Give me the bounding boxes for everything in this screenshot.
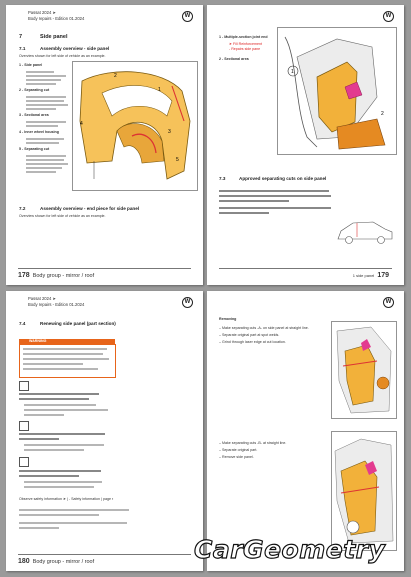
text-line bbox=[26, 171, 56, 173]
page-180 bbox=[6, 291, 203, 571]
intro-text: Overview shown for left side of vehicle as an example. bbox=[19, 214, 106, 218]
text-line bbox=[26, 100, 64, 102]
cargeometry-logo: CarGeometry bbox=[194, 535, 386, 564]
page-181 bbox=[207, 291, 404, 571]
note-icon bbox=[19, 457, 29, 467]
callout-label: 4 bbox=[80, 121, 83, 127]
legend-item: 2 - Sectional area bbox=[219, 57, 249, 61]
callout-label: 5 bbox=[176, 157, 179, 163]
text-line bbox=[23, 348, 107, 350]
page-number: 178 bbox=[18, 272, 30, 279]
page-number: 180 bbox=[18, 558, 30, 565]
intro-text: Overview shown for left side of vehicle as an example. bbox=[19, 54, 106, 58]
text-line bbox=[26, 71, 54, 73]
text-line bbox=[26, 96, 66, 98]
text-line bbox=[24, 404, 96, 406]
vw-logo-icon: W bbox=[182, 297, 193, 308]
text-line bbox=[23, 368, 98, 370]
subsection-title: Approved separating cuts on side panel bbox=[239, 176, 327, 181]
step-item: – Make separating cuts -B- at straight line. bbox=[219, 441, 287, 445]
page-number: 179 bbox=[377, 272, 389, 279]
page-header: Passat 2024 ➤ Body repairs - Edition 01.2024 bbox=[28, 296, 85, 307]
step-item: – Separate original part at spot welds. bbox=[219, 333, 280, 337]
footer-divider bbox=[18, 268, 191, 269]
page-footer: 180 Body group - mirror / roof bbox=[18, 558, 95, 565]
footer-divider bbox=[219, 268, 392, 269]
subsection-number: 7.1 bbox=[19, 46, 26, 51]
subsection-title: Assembly overview - end piece for side panel bbox=[40, 206, 140, 211]
page-footer: 1 side panel 179 bbox=[352, 272, 389, 279]
text-line bbox=[26, 121, 66, 123]
text-line bbox=[19, 433, 105, 435]
safety-reference: Observe safety information ➤ | - Safety information | page ▪ bbox=[19, 497, 114, 501]
section-heading: Removing bbox=[219, 317, 237, 321]
separating-cut-a-illustration bbox=[331, 321, 397, 419]
text-line bbox=[26, 108, 56, 110]
text-line bbox=[19, 438, 59, 440]
reference-link[interactable]: ➤ Fill Reinforcement - Repairs side pane bbox=[229, 42, 262, 52]
text-line bbox=[26, 104, 68, 106]
text-line bbox=[26, 163, 68, 165]
text-line bbox=[19, 509, 129, 511]
car-outline-illustration bbox=[335, 217, 395, 247]
callout-label: 2 bbox=[114, 73, 117, 79]
separating-cut-b-illustration bbox=[331, 431, 397, 551]
text-line bbox=[19, 527, 59, 529]
text-line bbox=[24, 481, 102, 483]
text-line bbox=[24, 486, 94, 488]
text-line bbox=[23, 358, 109, 360]
text-line bbox=[26, 125, 58, 127]
text-line bbox=[26, 167, 62, 169]
text-line bbox=[26, 83, 56, 85]
callout-label: 3 bbox=[168, 129, 171, 135]
note-icon bbox=[19, 381, 29, 391]
step-item: – Make separating cuts -A- on side panel at straight line. bbox=[219, 326, 309, 330]
vw-logo-icon: W bbox=[182, 11, 193, 22]
text-line bbox=[26, 142, 59, 144]
text-line bbox=[26, 79, 61, 81]
subsection-number: 7.4 bbox=[19, 321, 26, 326]
text-line bbox=[24, 414, 64, 416]
section-title: Side panel bbox=[40, 34, 68, 40]
vw-logo-icon: W bbox=[383, 11, 394, 22]
step-item: – Remove side panel. bbox=[219, 455, 254, 459]
joint-detail-illustration bbox=[277, 27, 397, 155]
legend-item: 1 - Multiple-section joint end bbox=[219, 35, 268, 39]
text-line bbox=[23, 363, 83, 365]
vw-logo-icon: W bbox=[383, 297, 394, 308]
text-line bbox=[219, 195, 331, 197]
text-line bbox=[24, 409, 108, 411]
text-line bbox=[26, 159, 64, 161]
text-line bbox=[24, 449, 84, 451]
text-line bbox=[26, 75, 66, 77]
section-number: 7 bbox=[19, 34, 23, 40]
text-line bbox=[26, 138, 64, 140]
callout-label: 1 bbox=[158, 87, 161, 93]
text-line bbox=[19, 514, 99, 516]
text-line bbox=[24, 444, 104, 446]
svg-text:2: 2 bbox=[381, 111, 384, 117]
step-item: – Grind through laser edge at cut location. bbox=[219, 340, 286, 344]
text-line bbox=[19, 393, 99, 395]
note-icon bbox=[19, 421, 29, 431]
footer-divider bbox=[18, 554, 191, 555]
text-line bbox=[219, 207, 331, 209]
text-line bbox=[219, 200, 289, 202]
text-line bbox=[19, 470, 101, 472]
legend-item: 3 - Sectional area bbox=[19, 113, 49, 117]
subsection-number: 7.3 bbox=[219, 176, 226, 181]
side-panel-illustration bbox=[72, 61, 198, 191]
text-line bbox=[26, 155, 66, 157]
legend-item: 1 - Side panel bbox=[19, 63, 43, 67]
text-line bbox=[19, 475, 79, 477]
subsection-title: Assembly overview - side panel bbox=[40, 46, 110, 51]
subsection-title: Renewing side panel (part section) bbox=[40, 321, 116, 326]
text-line bbox=[219, 212, 269, 214]
legend-item: 4 - Inner wheel housing bbox=[19, 130, 59, 134]
text-line bbox=[23, 353, 103, 355]
text-line bbox=[219, 190, 329, 192]
warning-banner: WARNING bbox=[19, 339, 115, 344]
page-header: Passat 2024 ➤ Body repairs - Edition 01.2024 bbox=[28, 10, 85, 21]
page-footer: 178 Body group - mirror / roof bbox=[18, 272, 95, 279]
legend-item: 2 - Separating cut bbox=[19, 88, 50, 92]
legend-item: 5 - Separating cut bbox=[19, 147, 50, 151]
svg-text:1: 1 bbox=[291, 69, 294, 75]
text-line bbox=[19, 522, 127, 524]
text-line bbox=[19, 398, 89, 400]
page-179 bbox=[207, 5, 404, 285]
step-item: – Separate original part. bbox=[219, 448, 258, 452]
subsection-number: 7.2 bbox=[19, 206, 26, 211]
page-178 bbox=[6, 5, 203, 285]
